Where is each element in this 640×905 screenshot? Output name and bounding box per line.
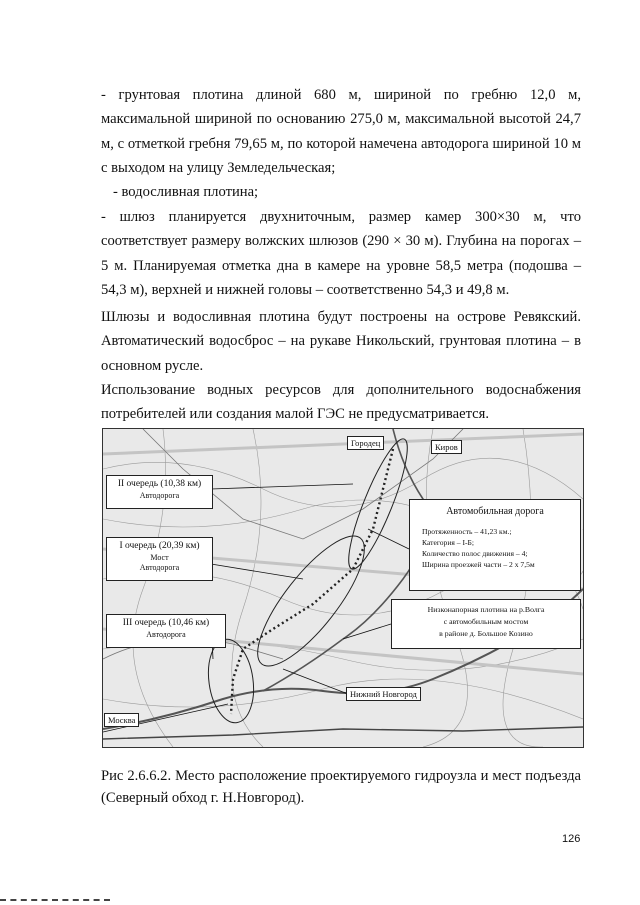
- queue2-sub: Автодорога: [139, 490, 180, 500]
- queue3-box: [106, 614, 226, 648]
- queue1-title: I очередь (20,39 км): [119, 541, 200, 551]
- paragraph-lock: - шлюз планируется двухниточным, размер камер 300×30 м, что соответствует размеру волжских шлюзов (290 × 30 м). Глубина на порогах – 5 м. Планируемая отметка дна в камере на уровне 58,5 метра (подошва – 54,3 м), верхней и нижней головы – соответственно 54,3 и 49,8 м.: [101, 209, 581, 298]
- dam-info-box: [391, 599, 581, 649]
- queue1-sub2: Автодорога: [139, 562, 180, 572]
- road-category: Категория – I-Б;: [422, 537, 475, 547]
- label-moscow: Москва: [104, 713, 139, 727]
- dam-line-1: Низконапорная плотина на р.Волга: [427, 605, 545, 614]
- queue1-sub1: Мост: [150, 552, 169, 562]
- road-length: Протяженность – 41,23 км.;: [422, 526, 512, 536]
- road-width: Ширина проезжей части – 2 х 7,5м: [422, 559, 535, 569]
- dam-line-3: в районе д. Большое Козино: [439, 629, 533, 638]
- paragraph-island: Шлюзы и водосливная плотина будут построены на острове Ревякский. Автоматический водосброс – на рукаве Никольский, грунтовая плотина – в основном русле.: [101, 309, 581, 374]
- paragraph-spillway-dam: - водосливная плотина;: [113, 184, 259, 200]
- label-gorodets: Городец: [347, 436, 384, 450]
- dam-line-2: с автомобильным мостом: [443, 617, 529, 626]
- map-figure: [102, 428, 584, 748]
- label-nizhny-novgorod: Нижний Новгород: [346, 687, 421, 701]
- road-lanes: Количество полос движения – 4;: [422, 548, 528, 558]
- queue1-box: [106, 537, 213, 581]
- label-kirov: Киров: [431, 440, 462, 454]
- page-number: 126: [562, 833, 581, 845]
- queue3-title: III очередь (10,46 км): [122, 618, 210, 628]
- paragraph-water-resources: Использование водных ресурсов для дополнительного водоснабжения потребителей или создания малой ГЭС не предусматривается.: [101, 382, 581, 423]
- road-title: Автомобильная дорога: [446, 506, 544, 517]
- queue3-sub: Автодорога: [146, 629, 186, 639]
- paragraph-earth-dam: - грунтовая плотина длиной 680 м, шириной по гребню 12,0 м, максимальной шириной по основанию 275,0 м, максимальной высотой 24,7 м, с отметкой гребня 79,65 м, по которой намечена автодорога шириной 10 м с выходом на улицу Земледельческая;: [101, 87, 581, 176]
- scan-edge-mark: [0, 899, 110, 903]
- road-info-box: [409, 499, 581, 591]
- queue2-title: II очередь (10,38 км): [117, 479, 202, 489]
- figure-caption: Рис 2.6.6.2. Место расположение проектируемого гидроузла и мест подъезда (Северный обход г. Н.Новгород).: [101, 768, 581, 806]
- queue2-box: [106, 475, 213, 509]
